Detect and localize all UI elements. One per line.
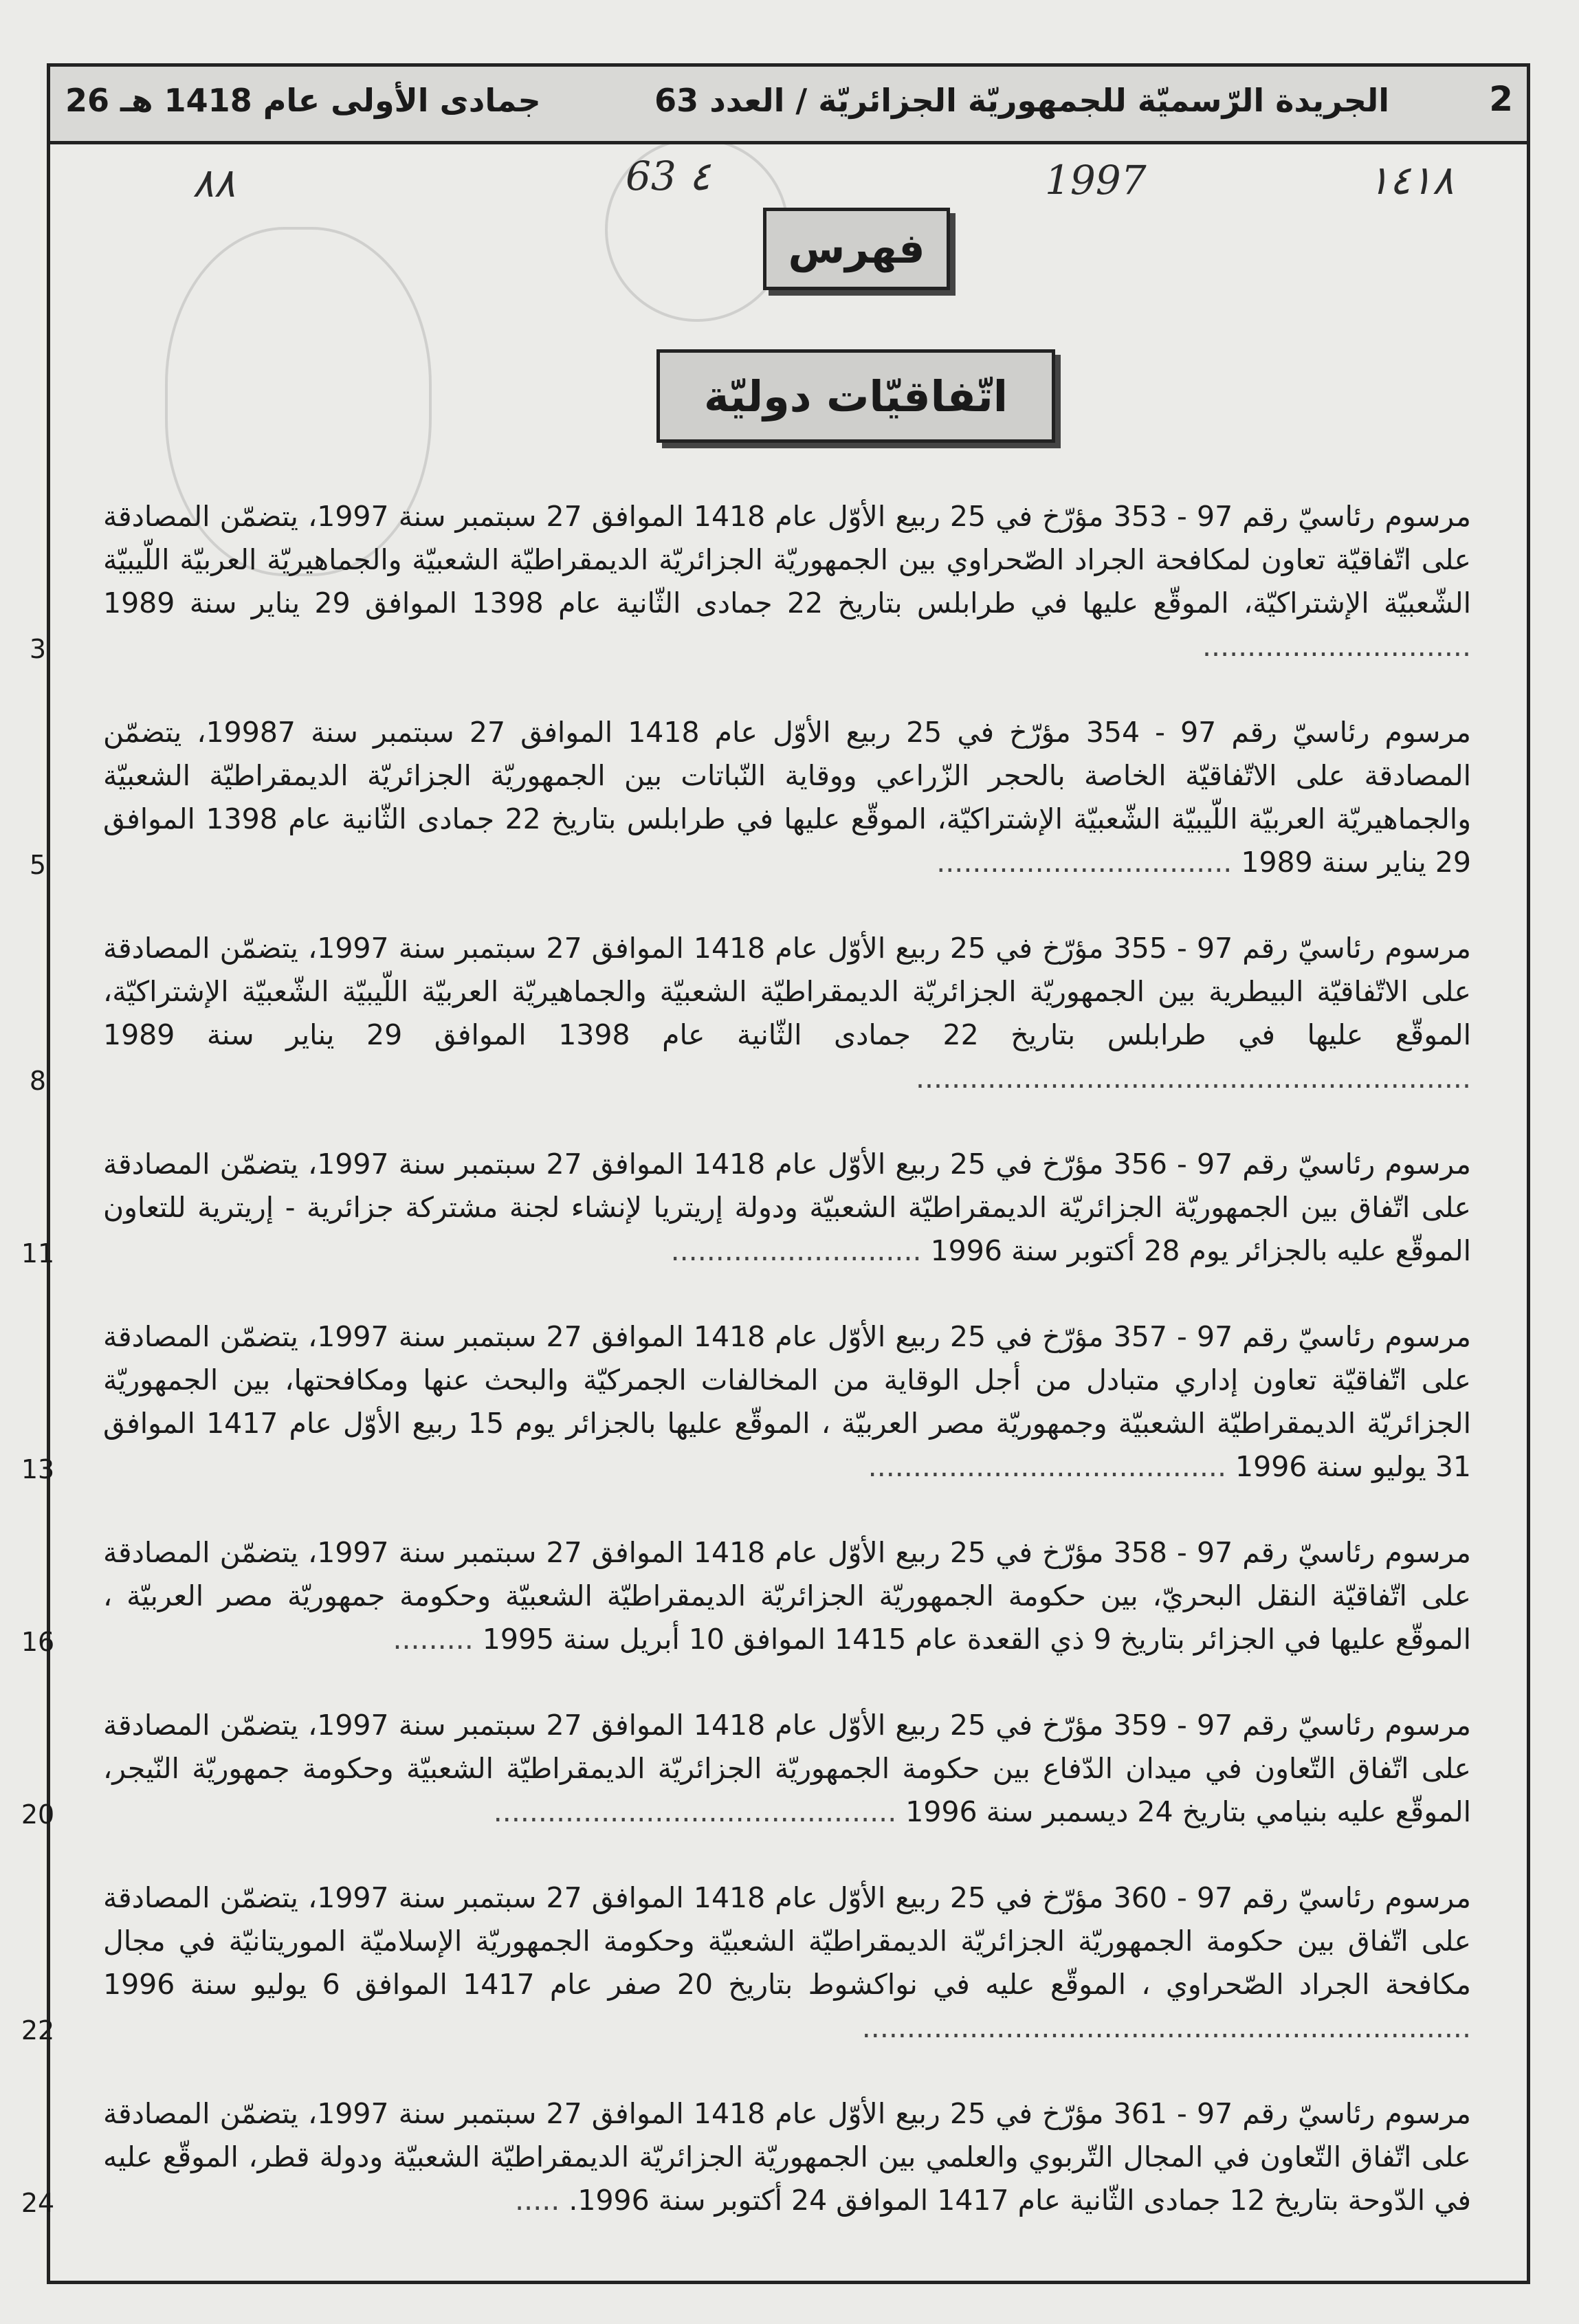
toc-entry — [21, 1704, 1471, 1834]
entry-text: مرسوم رئاسيّ رقم 97 - 353 مؤرّخ في 25 ربيع الأوّل عام 1418 الموافق 27 سبتمبر سنة 1997، يتضمّن المصادقة على اتّفاقيّة تعاون لمكافحة الجراد الصّحراوي بين الجمهوريّة الجزائريّة الديمقراطيّة الشعبيّة والجماهيريّة العربيّة اللّيبيّة الشّعبيّة الإشتراكيّة، الموقّع عليها في طرابلس بتاريخ 22 جمادى الثّانية عام 1398 الموافق 29 يناير سنة 1989 — [103, 500, 1471, 620]
page-header — [47, 63, 1530, 144]
handwritten-issue: ٤ 63 — [626, 153, 711, 199]
entry-text: مرسوم رئاسيّ رقم 97 - 360 مؤرّخ في 25 ربيع الأوّل عام 1418 الموافق 27 سبتمبر سنة 1997، يتضمّن المصادقة على اتّفاق بين حكومة الجمهوريّة الجزائريّة الديمقراطيّة الشعبيّة وحكومة الجمهوريّة الإسلاميّة الموريتانيّة في مجال مكافحة الجراد الصّحراوي ، الموقّع عليه في نواكشوط بتاريخ 20 صفر عام 1417 الموافق 6 يوليو سنة 1996 — [103, 1881, 1471, 2001]
leader-dots: ..... — [515, 2184, 560, 2217]
section-box — [656, 349, 1055, 443]
index-heading: فهرس — [788, 225, 925, 273]
entry-text: مرسوم رئاسيّ رقم 97 - 356 مؤرّخ في 25 ربيع الأوّل عام 1418 الموافق 27 سبتمبر سنة 1997، يتضمّن المصادقة على اتّفاق بين الجمهوريّة الجزائريّة الديمقراطيّة الشعبيّة ودولة إريتريا لإنشاء لجنة مشتركة جزائرية - إريترية للتعاون الموقّع عليه بالجزائر يوم 28 أكتوبر سنة 1996 — [103, 1148, 1471, 1267]
toc-entry — [29, 495, 1471, 668]
entry-page: 13 — [21, 1454, 55, 1484]
entry-text: مرسوم رئاسيّ رقم 97 - 355 مؤرّخ في 25 ربيع الأوّل عام 1418 الموافق 27 سبتمبر سنة 1997، يتضمّن المصادقة على الاتّفاقيّة البيطرية بين الجمهوريّة الجزائريّة الديمقراطيّة الشعبيّة والجماهيريّة العربيّة اللّيبيّة الشّعبيّة الإشتراكيّة، الموقّع عليها في طرابلس بتاريخ 22 جمادى الثّانية عام 1398 الموافق 29 يناير سنة 1989 — [103, 932, 1471, 1051]
toc-entry — [21, 1876, 1471, 2050]
entry-page: 3 — [29, 634, 47, 664]
toc-entry — [21, 2092, 1471, 2222]
handwritten-note-right: ١٤١٨ — [1368, 157, 1454, 204]
entry-text: مرسوم رئاسيّ رقم 97 - 354 مؤرّخ في 25 ربيع الأوّل عام 1418 الموافق 27 سبتمبر سنة 19987، يتضمّن المصادقة على الاتّفاقيّة الخاصة بالحجر الزّراعي ووقاية النّباتات بين الجمهوريّة الجزائريّة الديمقراطيّة الشعبيّة والجماهيريّة العربيّة اللّيبيّة الشّعبيّة الإشتراكيّة، الموقّع عليها في طرابلس بتاريخ 22 جمادى الثّانية عام 1398 الموافق 29 يناير سنة 1989 — [103, 716, 1472, 879]
leader-dots: .............................. — [1202, 630, 1471, 663]
entry-page: 20 — [21, 1799, 55, 1830]
leader-dots: ............................ — [670, 1234, 922, 1267]
toc-entry — [29, 711, 1472, 884]
entry-text: مرسوم رئاسيّ رقم 97 - 361 مؤرّخ في 25 ربيع الأوّل عام 1418 الموافق 27 سبتمبر سنة 1997، يتضمّن المصادقة على اتّفاق التّعاون في المجال التّربوي والعلمي بين الجمهوريّة الجزائريّة الديمقراطيّة الشعبيّة ودولة قطر، الموقّع عليه في الدّوحة بتاريخ 12 جمادى الثّانية عام 1417 الموافق 24 أكتوبر سنة 1996. — [103, 2097, 1471, 2217]
header-date: 26 جمادى الأولى عام 1418 هـ — [65, 82, 541, 119]
leader-dots: ................................. — [936, 846, 1233, 879]
header-title: الجريدة الرّسميّة للجمهوريّة الجزائريّة / العدد 63 — [654, 82, 1389, 119]
header-page-number: 2 — [1489, 79, 1513, 119]
toc-entry — [21, 1143, 1471, 1273]
entry-page: 24 — [21, 2188, 55, 2218]
section-heading: اتّفاقيّات دوليّة — [703, 371, 1008, 421]
leader-dots: ............................................. — [493, 1795, 897, 1828]
entry-page: 11 — [21, 1238, 55, 1269]
handwritten-note-left: ٨٨ — [192, 160, 236, 206]
entry-text: مرسوم رئاسيّ رقم 97 - 358 مؤرّخ في 25 ربيع الأوّل عام 1418 الموافق 27 سبتمبر سنة 1997، يتضمّن المصادقة على اتّفاقيّة النقل البحريّ، بين حكومة الجمهوريّة الجزائريّة الديمقراطيّة الشعبيّة وحكومة جمهوريّة مصر العربيّة ، الموقّع عليها في الجزائر بتاريخ 9 ذي القعدة عام 1415 الموافق 10 أبريل سنة 1995 — [103, 1536, 1471, 1656]
leader-dots: .................................................................... — [861, 2011, 1471, 2044]
leader-dots: ........................................ — [868, 1450, 1226, 1483]
entry-page: 16 — [21, 1627, 55, 1657]
entry-page: 8 — [29, 1066, 47, 1096]
toc-entry — [21, 1531, 1471, 1661]
entry-page: 22 — [21, 2015, 55, 2046]
leader-dots: ......... — [393, 1623, 474, 1656]
entry-text: مرسوم رئاسيّ رقم 97 - 359 مؤرّخ في 25 ربيع الأوّل عام 1418 الموافق 27 سبتمبر سنة 1997، يتضمّن المصادقة على اتّفاق التّعاون في ميدان الدّفاع بين حكومة الجمهوريّة الجزائريّة الديمقراطيّة الشعبيّة وحكومة جمهوريّة النّيجر، الموقّع عليه بنيامي بتاريخ 24 ديسمبر سنة 1996 — [103, 1709, 1471, 1828]
handwritten-year: 1997 — [1045, 157, 1147, 204]
toc-entries — [21, 495, 1472, 2265]
index-box — [763, 208, 950, 290]
leader-dots: .............................................................. — [915, 1062, 1471, 1095]
toc-entry — [21, 1315, 1471, 1489]
toc-entry — [29, 927, 1471, 1100]
entry-text: مرسوم رئاسيّ رقم 97 - 357 مؤرّخ في 25 ربيع الأوّل عام 1418 الموافق 27 سبتمبر سنة 1997، يتضمّن المصادقة على اتّفاقيّة تعاون إداري متبادل من أجل الوقاية من المخالفات الجمركيّة والبحث عنها ومكافحتها، بين الجمهوريّة الجزائريّة الديمقراطيّة الشعبيّة وجمهوريّة مصر العربيّة ، الموقّع عليها بالجزائر يوم 15 ربيع الأوّل عام 1417 الموافق 31 يوليو سنة 1996 — [103, 1320, 1471, 1483]
entry-page: 5 — [29, 850, 47, 880]
